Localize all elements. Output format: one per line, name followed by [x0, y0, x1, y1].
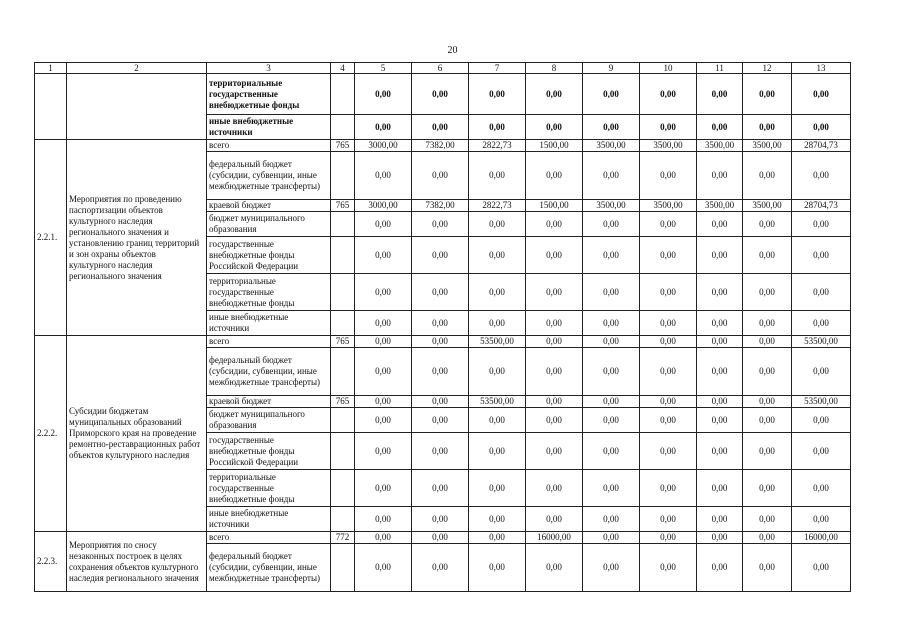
amount-cell: 53500,00 — [469, 336, 526, 348]
amount-cell: 3500,00 — [743, 140, 792, 152]
amount-cell: 0,00 — [469, 532, 526, 544]
amount-cell: 0,00 — [412, 311, 469, 336]
amount-cell: 0,00 — [743, 115, 792, 140]
amount-cell: 0,00 — [583, 336, 640, 348]
amount-cell: 0,00 — [355, 311, 412, 336]
amount-cell: 0,00 — [640, 274, 697, 311]
amount-cell: 0,00 — [583, 396, 640, 408]
amount-cell: 0,00 — [469, 507, 526, 532]
amount-cell: 3500,00 — [743, 200, 792, 212]
amount-cell: 0,00 — [640, 470, 697, 507]
amount-cell: 0,00 — [640, 507, 697, 532]
amount-cell: 0,00 — [792, 311, 851, 336]
item-title: Мероприятия по проведению паспортизации объектов культурного наследия регионального значения и установлению границ территорий и зон охраны объектов культурного наследия регионального значения — [67, 140, 207, 336]
item-number: 2.2.3. — [35, 532, 67, 592]
amount-cell: 0,00 — [743, 544, 792, 592]
amount-cell: 1500,00 — [526, 200, 583, 212]
amount-cell: 0,00 — [792, 433, 851, 470]
amount-cell: 0,00 — [792, 348, 851, 396]
amount-cell: 0,00 — [640, 396, 697, 408]
amount-cell: 0,00 — [743, 274, 792, 311]
amount-cell: 0,00 — [355, 348, 412, 396]
amount-cell: 0,00 — [526, 507, 583, 532]
amount-cell: 0,00 — [412, 544, 469, 592]
amount-cell: 0,00 — [355, 336, 412, 348]
amount-cell: 0,00 — [526, 115, 583, 140]
funding-source: всего — [207, 532, 331, 544]
amount-cell: 2822,73 — [469, 140, 526, 152]
amount-cell: 0,00 — [412, 396, 469, 408]
funding-source: иные внебюджетные источники — [207, 507, 331, 532]
budget-code — [331, 212, 355, 237]
amount-cell: 0,00 — [743, 396, 792, 408]
header-cell: 6 — [412, 63, 469, 74]
funding-source: государственные внебюджетные фонды Российской Федерации — [207, 237, 331, 274]
funding-source: бюджет муниципального образования — [207, 212, 331, 237]
amount-cell: 0,00 — [583, 115, 640, 140]
amount-cell: 0,00 — [792, 408, 851, 433]
amount-cell: 0,00 — [355, 544, 412, 592]
amount-cell: 0,00 — [697, 348, 743, 396]
amount-cell: 0,00 — [412, 152, 469, 200]
amount-cell: 0,00 — [640, 311, 697, 336]
amount-cell: 0,00 — [792, 507, 851, 532]
item-title: Мероприятия по сносу незаконных построек в целях сохранения объектов культурного наследия регионального значения — [67, 532, 207, 592]
amount-cell: 3500,00 — [640, 140, 697, 152]
amount-cell: 0,00 — [412, 408, 469, 433]
header-cell: 13 — [792, 63, 851, 74]
amount-cell: 0,00 — [743, 348, 792, 396]
header-cell: 2 — [67, 63, 207, 74]
amount-cell: 0,00 — [697, 470, 743, 507]
amount-cell: 0,00 — [792, 115, 851, 140]
item-number: 2.2.1. — [35, 140, 67, 336]
amount-cell: 0,00 — [412, 348, 469, 396]
budget-code — [331, 237, 355, 274]
budget-code — [331, 74, 355, 115]
budget-code — [331, 311, 355, 336]
amount-cell: 0,00 — [355, 507, 412, 532]
amount-cell: 0,00 — [792, 470, 851, 507]
funding-source: территориальные государственные внебюджетные фонды — [207, 74, 331, 115]
amount-cell: 3500,00 — [697, 200, 743, 212]
amount-cell: 0,00 — [469, 311, 526, 336]
amount-cell: 16000,00 — [792, 532, 851, 544]
amount-cell: 3000,00 — [355, 140, 412, 152]
budget-table — [34, 62, 851, 592]
amount-cell: 0,00 — [697, 74, 743, 115]
amount-cell: 0,00 — [743, 532, 792, 544]
amount-cell: 0,00 — [469, 74, 526, 115]
amount-cell: 0,00 — [640, 336, 697, 348]
amount-cell: 0,00 — [743, 152, 792, 200]
amount-cell: 16000,00 — [526, 532, 583, 544]
amount-cell: 0,00 — [583, 507, 640, 532]
header-cell: 7 — [469, 63, 526, 74]
amount-cell: 3500,00 — [697, 140, 743, 152]
amount-cell: 0,00 — [526, 212, 583, 237]
amount-cell: 0,00 — [743, 336, 792, 348]
funding-source: всего — [207, 336, 331, 348]
amount-cell: 3500,00 — [583, 140, 640, 152]
amount-cell: 0,00 — [792, 212, 851, 237]
funding-source: бюджет муниципального образования — [207, 408, 331, 433]
amount-cell: 0,00 — [640, 212, 697, 237]
amount-cell: 0,00 — [526, 274, 583, 311]
amount-cell: 0,00 — [469, 212, 526, 237]
table-row — [35, 532, 851, 544]
amount-cell: 0,00 — [697, 274, 743, 311]
amount-cell: 0,00 — [355, 396, 412, 408]
amount-cell: 0,00 — [526, 336, 583, 348]
amount-cell: 0,00 — [697, 336, 743, 348]
amount-cell: 2822,73 — [469, 200, 526, 212]
amount-cell: 3000,00 — [355, 200, 412, 212]
header-cell: 4 — [331, 63, 355, 74]
amount-cell: 0,00 — [355, 212, 412, 237]
table-row — [35, 140, 851, 152]
budget-code — [331, 115, 355, 140]
header-cell: 8 — [526, 63, 583, 74]
amount-cell: 0,00 — [792, 274, 851, 311]
amount-cell: 0,00 — [640, 408, 697, 433]
funding-source: территориальные государственные внебюджетные фонды — [207, 470, 331, 507]
amount-cell: 0,00 — [469, 348, 526, 396]
amount-cell: 0,00 — [526, 152, 583, 200]
amount-cell: 0,00 — [697, 237, 743, 274]
amount-cell: 0,00 — [697, 311, 743, 336]
amount-cell: 1500,00 — [526, 140, 583, 152]
amount-cell: 0,00 — [640, 348, 697, 396]
funding-source: территориальные государственные внебюджетные фонды — [207, 274, 331, 311]
budget-code — [331, 408, 355, 433]
item-title: Субсидии бюджетам муниципальных образований Приморского края на проведение ремонтно-реставрационных работ объектов культурного наследия — [67, 336, 207, 532]
amount-cell: 0,00 — [583, 470, 640, 507]
amount-cell: 0,00 — [583, 408, 640, 433]
funding-source: федеральный бюджет (субсидии, субвенции, иные межбюджетные трансферты) — [207, 152, 331, 200]
amount-cell: 0,00 — [412, 507, 469, 532]
amount-cell: 0,00 — [355, 237, 412, 274]
funding-source: федеральный бюджет (субсидии, субвенции, иные межбюджетные трансферты) — [207, 348, 331, 396]
amount-cell: 0,00 — [640, 237, 697, 274]
item-title — [67, 74, 207, 140]
amount-cell: 0,00 — [412, 115, 469, 140]
budget-code — [331, 348, 355, 396]
amount-cell: 0,00 — [583, 74, 640, 115]
amount-cell: 0,00 — [640, 433, 697, 470]
amount-cell: 0,00 — [526, 311, 583, 336]
amount-cell: 0,00 — [697, 507, 743, 532]
budget-code — [331, 274, 355, 311]
table-row — [35, 336, 851, 348]
amount-cell: 0,00 — [743, 212, 792, 237]
budget-code: 765 — [331, 140, 355, 152]
header-cell: 12 — [743, 63, 792, 74]
amount-cell: 0,00 — [469, 274, 526, 311]
amount-cell: 0,00 — [792, 544, 851, 592]
page-number: 20 — [447, 45, 458, 56]
amount-cell: 0,00 — [469, 470, 526, 507]
amount-cell: 0,00 — [743, 74, 792, 115]
amount-cell: 0,00 — [697, 115, 743, 140]
funding-source: государственные внебюджетные фонды Российской Федерации — [207, 433, 331, 470]
amount-cell: 0,00 — [583, 348, 640, 396]
budget-code — [331, 152, 355, 200]
funding-source: краевой бюджет — [207, 200, 331, 212]
budget-code: 765 — [331, 396, 355, 408]
amount-cell: 0,00 — [526, 396, 583, 408]
amount-cell: 0,00 — [526, 470, 583, 507]
amount-cell: 0,00 — [743, 433, 792, 470]
amount-cell: 0,00 — [412, 74, 469, 115]
amount-cell: 53500,00 — [792, 396, 851, 408]
header-row — [35, 63, 851, 74]
amount-cell: 0,00 — [412, 532, 469, 544]
amount-cell: 0,00 — [469, 544, 526, 592]
budget-code — [331, 544, 355, 592]
amount-cell: 0,00 — [792, 152, 851, 200]
amount-cell: 0,00 — [469, 115, 526, 140]
amount-cell: 0,00 — [583, 212, 640, 237]
amount-cell: 53500,00 — [792, 336, 851, 348]
table-row — [35, 74, 851, 115]
amount-cell: 0,00 — [697, 396, 743, 408]
amount-cell: 0,00 — [355, 152, 412, 200]
funding-source: иные внебюджетные источники — [207, 115, 331, 140]
amount-cell: 0,00 — [640, 115, 697, 140]
budget-code — [331, 470, 355, 507]
amount-cell: 0,00 — [640, 74, 697, 115]
amount-cell: 7382,00 — [412, 140, 469, 152]
amount-cell: 0,00 — [697, 544, 743, 592]
budget-code — [331, 507, 355, 532]
amount-cell: 0,00 — [792, 237, 851, 274]
amount-cell: 0,00 — [412, 470, 469, 507]
amount-cell: 0,00 — [412, 274, 469, 311]
amount-cell: 28704,73 — [792, 140, 851, 152]
amount-cell: 0,00 — [412, 237, 469, 274]
budget-code: 765 — [331, 336, 355, 348]
header-cell: 5 — [355, 63, 412, 74]
amount-cell: 0,00 — [355, 470, 412, 507]
amount-cell: 0,00 — [412, 336, 469, 348]
amount-cell: 0,00 — [469, 408, 526, 433]
amount-cell: 53500,00 — [469, 396, 526, 408]
amount-cell: 0,00 — [526, 408, 583, 433]
amount-cell: 7382,00 — [412, 200, 469, 212]
amount-cell: 0,00 — [743, 507, 792, 532]
header-cell: 10 — [640, 63, 697, 74]
amount-cell: 0,00 — [412, 212, 469, 237]
budget-code: 772 — [331, 532, 355, 544]
amount-cell: 0,00 — [355, 115, 412, 140]
amount-cell: 0,00 — [583, 544, 640, 592]
amount-cell: 0,00 — [640, 532, 697, 544]
item-number: 2.2.2. — [35, 336, 67, 532]
amount-cell: 28704,73 — [792, 200, 851, 212]
amount-cell: 0,00 — [743, 311, 792, 336]
header-cell: 9 — [583, 63, 640, 74]
amount-cell: 0,00 — [526, 433, 583, 470]
amount-cell: 0,00 — [743, 237, 792, 274]
amount-cell: 0,00 — [469, 237, 526, 274]
funding-source: краевой бюджет — [207, 396, 331, 408]
amount-cell: 0,00 — [583, 274, 640, 311]
funding-source: федеральный бюджет (субсидии, субвенции, иные межбюджетные трансферты) — [207, 544, 331, 592]
funding-source: иные внебюджетные источники — [207, 311, 331, 336]
amount-cell: 0,00 — [469, 433, 526, 470]
amount-cell: 0,00 — [697, 433, 743, 470]
amount-cell: 0,00 — [526, 544, 583, 592]
amount-cell: 0,00 — [697, 212, 743, 237]
amount-cell: 0,00 — [583, 532, 640, 544]
amount-cell: 0,00 — [583, 433, 640, 470]
amount-cell: 0,00 — [526, 348, 583, 396]
amount-cell: 0,00 — [355, 433, 412, 470]
header-cell: 3 — [207, 63, 331, 74]
amount-cell: 0,00 — [640, 544, 697, 592]
amount-cell: 0,00 — [697, 532, 743, 544]
amount-cell: 0,00 — [697, 408, 743, 433]
amount-cell: 0,00 — [412, 433, 469, 470]
amount-cell: 0,00 — [583, 152, 640, 200]
header-cell: 1 — [35, 63, 67, 74]
budget-code: 765 — [331, 200, 355, 212]
amount-cell: 0,00 — [583, 237, 640, 274]
amount-cell: 0,00 — [743, 470, 792, 507]
amount-cell: 0,00 — [526, 74, 583, 115]
amount-cell: 0,00 — [583, 311, 640, 336]
amount-cell: 0,00 — [743, 408, 792, 433]
amount-cell: 0,00 — [640, 152, 697, 200]
item-number — [35, 74, 67, 140]
amount-cell: 0,00 — [355, 532, 412, 544]
funding-source: всего — [207, 140, 331, 152]
amount-cell: 0,00 — [469, 152, 526, 200]
amount-cell: 0,00 — [355, 408, 412, 433]
header-cell: 11 — [697, 63, 743, 74]
amount-cell: 0,00 — [526, 237, 583, 274]
amount-cell: 0,00 — [355, 274, 412, 311]
budget-code — [331, 433, 355, 470]
amount-cell: 0,00 — [697, 152, 743, 200]
amount-cell: 3500,00 — [583, 200, 640, 212]
amount-cell: 0,00 — [355, 74, 412, 115]
amount-cell: 3500,00 — [640, 200, 697, 212]
amount-cell: 0,00 — [792, 74, 851, 115]
